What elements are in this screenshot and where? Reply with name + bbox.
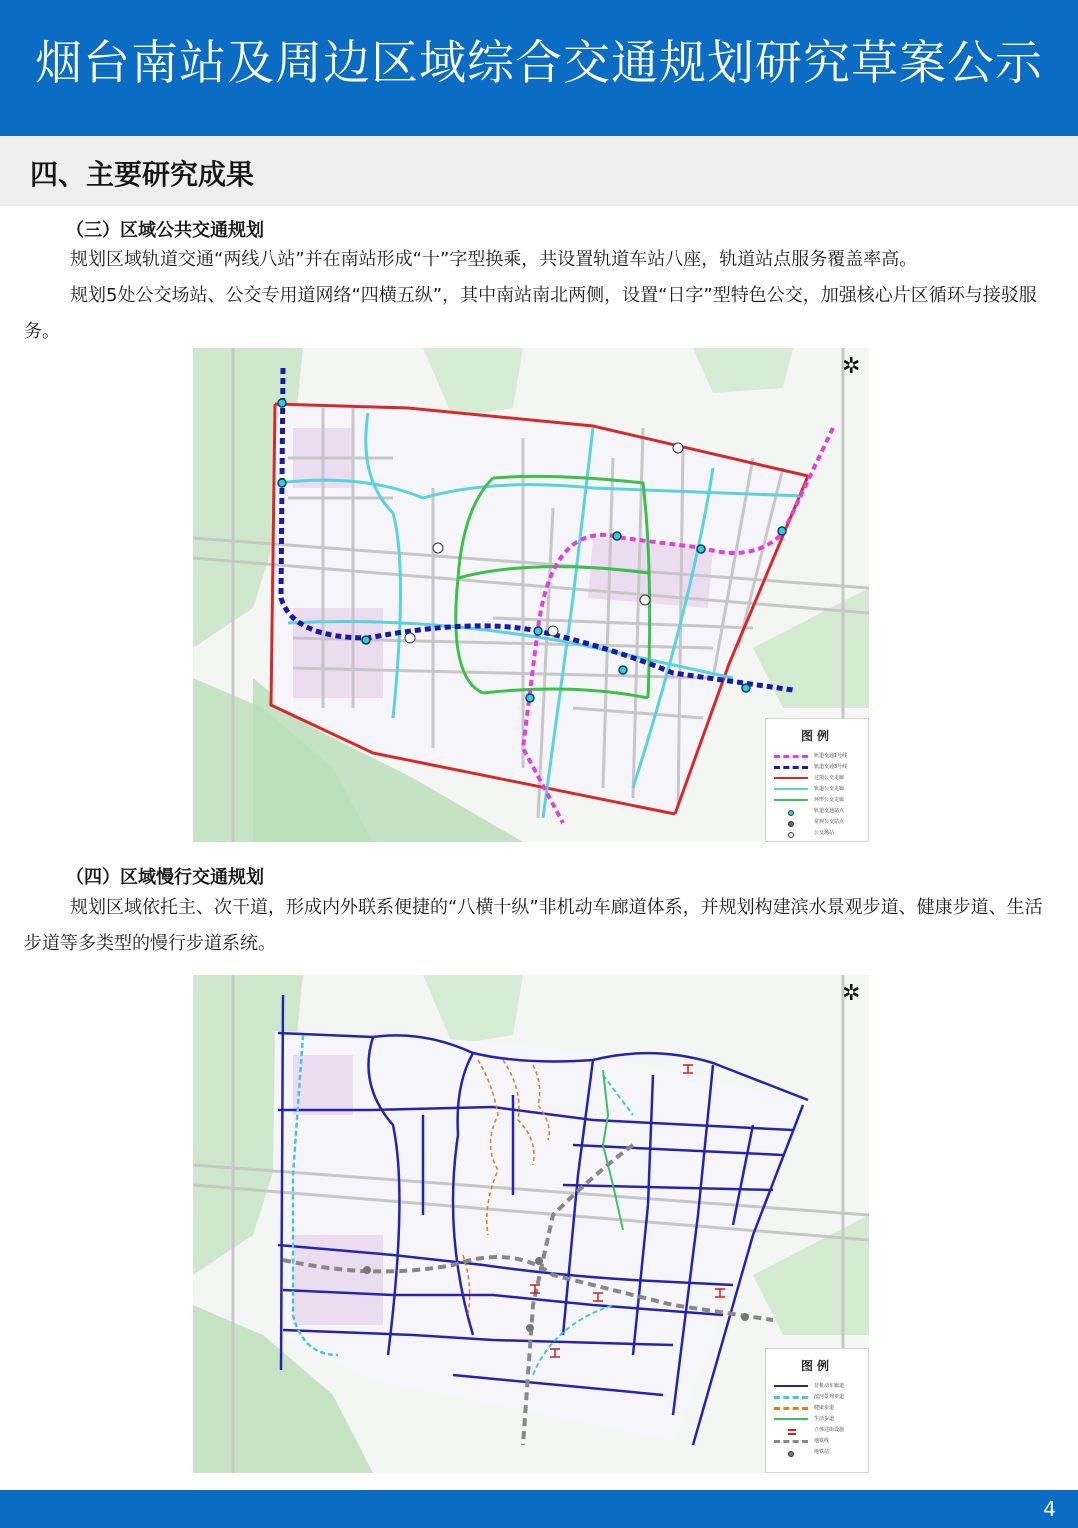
legend-label: 轨道交通1号线 xyxy=(814,753,848,759)
legend-swatch-icon xyxy=(774,799,808,805)
legend-swatch-icon xyxy=(788,821,794,827)
section-title: 四、主要研究成果 xyxy=(30,158,255,191)
legend-label: 健康步道 xyxy=(814,1405,835,1411)
legend-item xyxy=(774,1427,864,1437)
paragraph-slow-traffic: 规划区域依托主、次干道，形成内外联系便捷的“八横十纵”非机动车廊道体系，并规划构建滨水景观步道、健康步道、生活步道等多类型的慢行步道系统。 xyxy=(24,897,1043,954)
legend-swatch-icon xyxy=(788,1451,794,1457)
legend-label: 公交场站 xyxy=(814,830,835,836)
legend-label: 滨河景观步道 xyxy=(814,1394,845,1400)
paragraph-rail: 规划区域轨道交通“两线八站”并在南站形成“十”字型换乘，共设置轨道车站八座，轨道站点服务覆盖率高。 xyxy=(70,249,918,270)
legend-swatch-icon xyxy=(788,1429,796,1435)
legend-item xyxy=(774,1416,864,1426)
north-arrow-icon: ✲ xyxy=(842,354,861,379)
north-arrow-icon: ✲ xyxy=(842,981,861,1006)
legend-swatch-icon xyxy=(774,1418,808,1424)
legend-swatch-icon xyxy=(774,755,808,761)
legend-swatch-icon xyxy=(774,1385,808,1391)
legend-swatch-icon xyxy=(774,788,808,794)
legend-label: 轨道交通站点 xyxy=(814,808,845,814)
legend-label: 过境公交走廊 xyxy=(814,775,845,781)
public-transit-map xyxy=(193,348,869,842)
legend-item xyxy=(774,830,864,840)
legend-item xyxy=(774,1449,864,1459)
legend-item xyxy=(774,1383,864,1393)
legend-label: 常规公交站点 xyxy=(814,819,845,825)
legend-swatch-icon xyxy=(774,777,808,783)
legend-item xyxy=(774,753,864,763)
legend-swatch-icon xyxy=(774,1396,808,1402)
legend-item xyxy=(774,1394,864,1404)
section-header xyxy=(0,136,1078,206)
legend-label: 非机动车廊道 xyxy=(814,1383,845,1389)
legend-label: 环形公交走廊 xyxy=(814,797,845,803)
page-title: 烟台南站及周边区域综合交通规划研究草案公示 xyxy=(35,36,1043,91)
footer-bar xyxy=(0,1490,1078,1528)
legend-swatch-icon xyxy=(774,766,808,772)
legend-label: 立体过街设施 xyxy=(814,1427,845,1433)
legend-item xyxy=(774,1405,864,1415)
subsection-title-slow-traffic: （四）区域慢行交通规划 xyxy=(66,867,264,888)
legend-item xyxy=(774,1438,864,1448)
legend-label: 地铁线 xyxy=(814,1438,830,1444)
legend-title: 图例 xyxy=(800,1359,833,1373)
legend-label: 生活步道 xyxy=(814,1416,835,1422)
legend-label: 轨道公交走廊 xyxy=(814,786,845,792)
slow-traffic-map xyxy=(193,975,869,1473)
legend-label: 地铁站 xyxy=(814,1449,830,1455)
paragraph-bus: 规划5处公交场站、公交专用道网络“四横五纵”，其中南站南北两侧，设置“日字”型特色公交，加强核心片区循环与接驳服务。 xyxy=(24,285,1037,342)
legend-item xyxy=(774,808,864,818)
legend-swatch-icon xyxy=(774,1407,808,1413)
legend-swatch-icon xyxy=(774,1440,808,1446)
legend-item xyxy=(774,786,864,796)
subsection-title-public-transit: （三）区域公共交通规划 xyxy=(66,220,264,241)
legend-swatch-icon xyxy=(788,832,794,838)
legend-item xyxy=(774,775,864,785)
page-number: 4 xyxy=(1043,1497,1056,1521)
header-banner xyxy=(0,0,1078,136)
map-legend xyxy=(765,1348,869,1473)
legend-item xyxy=(774,764,864,774)
legend-label: 轨道交通3号线 xyxy=(814,764,848,770)
legend-title: 图例 xyxy=(800,729,833,743)
legend-swatch-icon xyxy=(788,810,794,816)
map-legend xyxy=(765,718,869,842)
legend-item xyxy=(774,797,864,807)
legend-item xyxy=(774,819,864,829)
